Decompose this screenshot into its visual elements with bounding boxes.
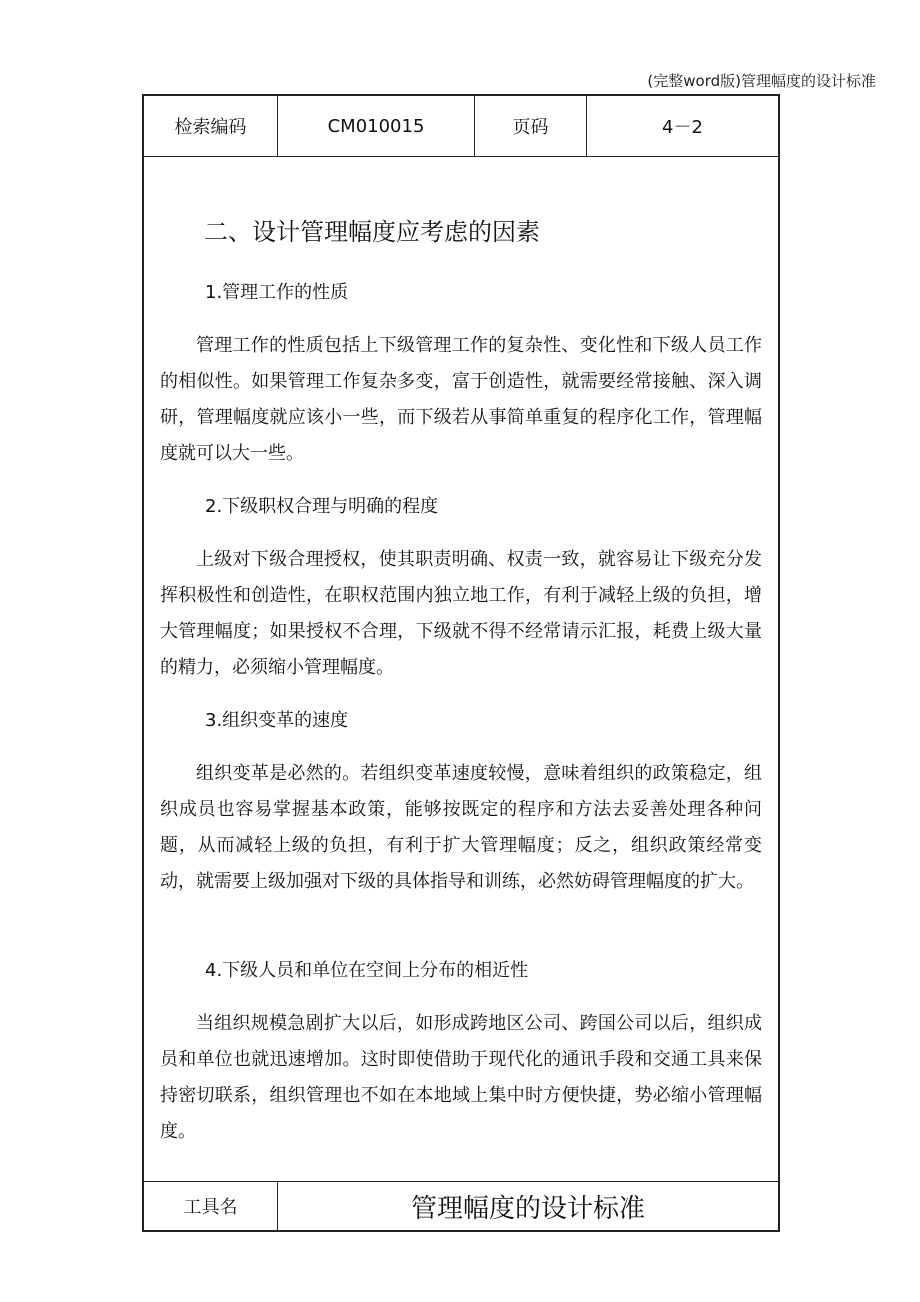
paragraph-3: 组织变革是必然的。若组织变革速度较慢，意味着组织的政策稳定，组织成员也容易掌握基本政策，能够按既定的程序和方法去妥善处理各种问题，从而减轻上级的负担，有利于扩大管理幅度；反之，组织政策经常变动，就需要上级加强对下级的具体指导和训练，必然妨碍管理幅度的扩大。 bbox=[160, 763, 762, 892]
section-title: 二、设计管理幅度应考虑的因素 bbox=[204, 218, 540, 246]
sub-heading-3: 3.组织变革的速度 bbox=[205, 710, 349, 731]
tool-name: 管理幅度的设计标准 bbox=[410, 1193, 645, 1224]
sub-heading-4: 4.下级人员和单位在空间上分布的相近性 bbox=[205, 960, 529, 981]
sub-heading-1: 1.管理工作的性质 bbox=[205, 282, 349, 303]
paragraph-4: 当组织规模急剧扩大以后，如形成跨地区公司、跨国公司以后，组织成员和单位也就迅速增加。这时即使借助于现代化的通讯手段和交通工具来保持密切联系，组织管理也不如在本地域上集中时方便快捷，势必缩小管理幅度。 bbox=[160, 1013, 762, 1142]
document-header-title: (完整word版)管理幅度的设计标准 bbox=[647, 72, 876, 90]
sub-heading-2: 2.下级职权合理与明确的程度 bbox=[205, 496, 439, 517]
paragraph-1: 管理工作的性质包括上下级管理工作的复杂性、变化性和下级人员工作的相似性。如果管理工作复杂多变，富于创造性，就需要经常接触、深入调研，管理幅度就应该小一些，而下级若从事简单重复的程序化工作，管理幅度就可以大一些。 bbox=[160, 335, 762, 464]
index-label: 检索编码 bbox=[144, 96, 278, 156]
tool-label: 工具名 bbox=[144, 1182, 278, 1230]
index-code: CM010015 bbox=[278, 96, 475, 156]
footer-row bbox=[144, 1181, 778, 1230]
meta-row bbox=[144, 96, 778, 157]
document-frame bbox=[142, 94, 780, 1232]
page-number: 4－2 bbox=[662, 117, 703, 138]
page-label: 页码 bbox=[475, 96, 587, 156]
paragraph-2: 上级对下级合理授权，使其职责明确、权责一致，就容易让下级充分发挥积极性和创造性，在职权范围内独立地工作，有利于减轻上级的负担，增大管理幅度；如果授权不合理，下级就不得不经常请示汇报，耗费上级大量的精力，必须缩小管理幅度。 bbox=[160, 549, 762, 678]
